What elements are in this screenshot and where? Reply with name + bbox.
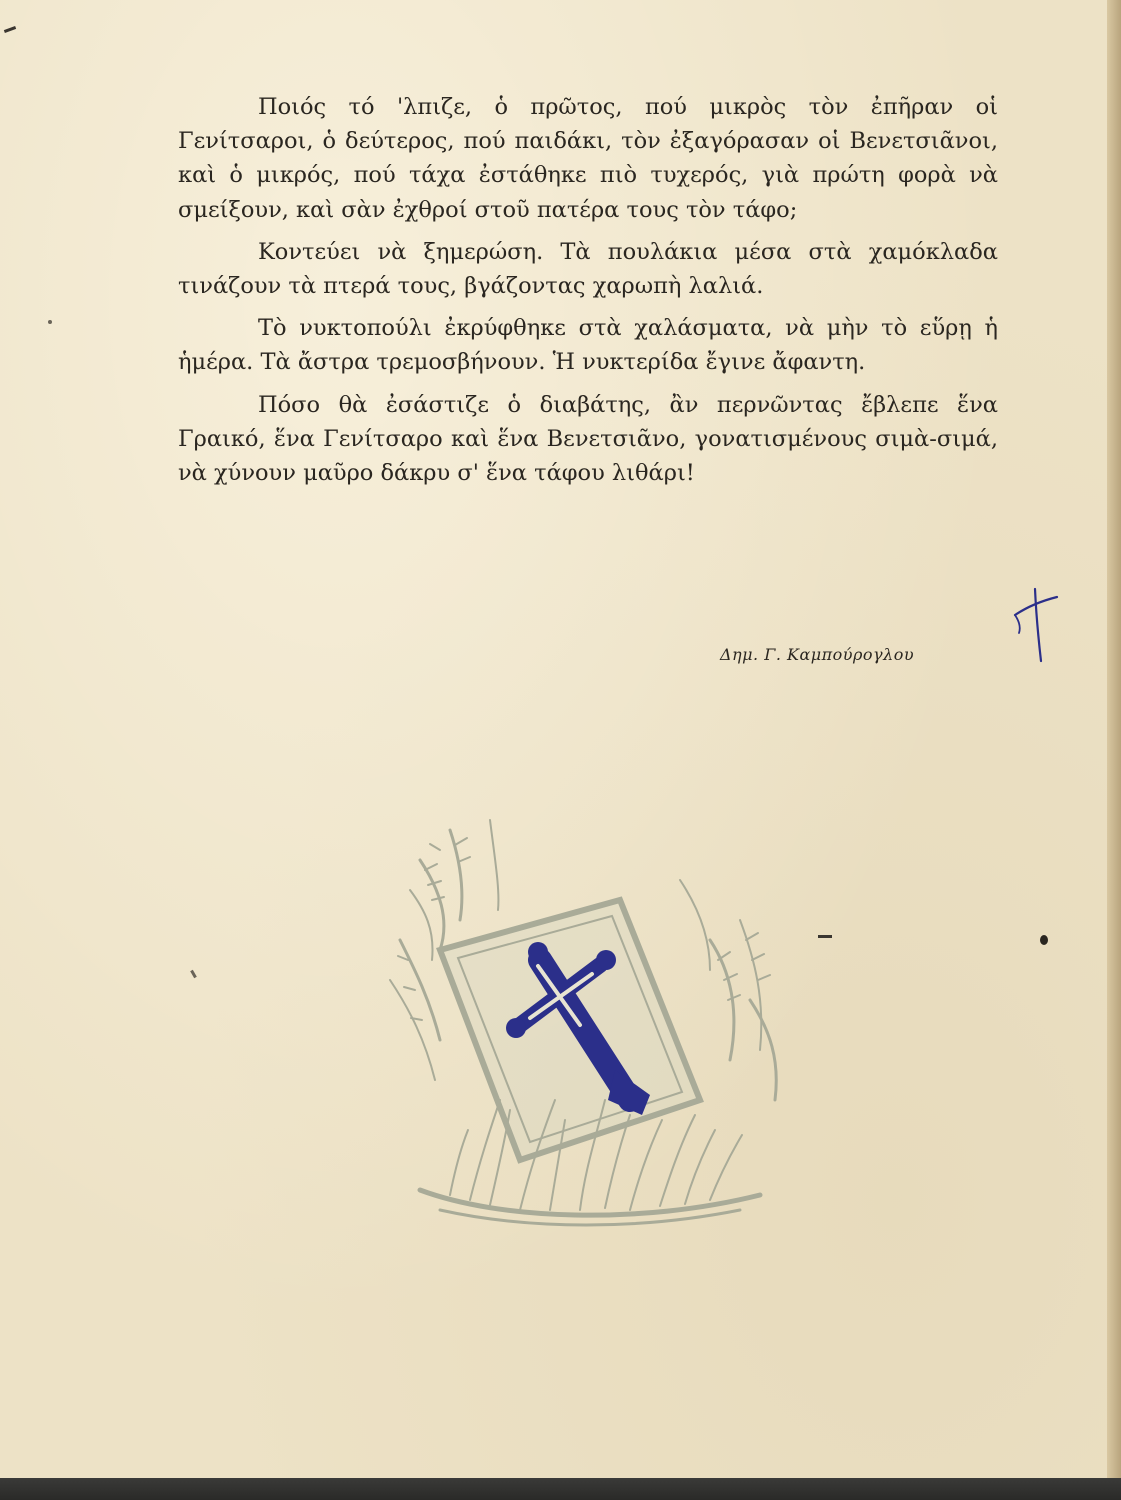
paragraph-4: Πόσο θὰ ἐσάστιζε ὁ διαβάτης, ἂν περνῶντας ἔβλεπε ἕνα Γραικό, ἕνα Γενίτσαρο καὶ ἕνα Βενετσιᾶνο, γονατισμένους σιμὰ-σιμά, νὰ χύνουν μαῦρο δάκρυ σ' ἕνα τάφου λιθάρι!	[178, 391, 998, 487]
paragraph-1: Ποιός τό 'λπιζε, ὁ πρῶτος, πού μικρὸς τὸν ἐπῆραν οἱ Γενίτσαροι, ὁ δεύτερος, πού παιδάκι, τὸν ἐξαγόρασαν οἱ Βενετσιᾶνοι, καὶ ὁ μικρός, πού τάχα ἐστάθηκε πιὸ τυχερός, γιὰ πρώτη φορὰ νὰ σμείξουν, καὶ σὰν ἐχθροί στοῦ πατέρα τους τὸν τάφο;	[178, 94, 998, 223]
paragraph-3: Τὸ νυκτοπούλι ἐκρύφθηκε στὰ χαλάσματα, νὰ μὴν τὸ εὕρῃ ἡ ἡμέρα. Τὰ ἄστρα τρεμοσβήνουν. Ἡ νυκτερίδα ἔγινε ἄφαντη.	[178, 315, 998, 376]
paper-speck	[190, 970, 197, 978]
page-edge-shadow	[1107, 0, 1121, 1500]
tombstone-illustration	[380, 800, 800, 1230]
handwritten-cross-mark-icon	[1005, 585, 1065, 665]
body-text	[178, 90, 998, 498]
paper-speck	[818, 935, 832, 938]
paper-speck	[1040, 935, 1048, 945]
author-signature: Δημ. Γ. Καμπούρογλου	[720, 645, 915, 664]
scan-bottom-border	[0, 1478, 1121, 1500]
paper-speck	[4, 26, 16, 33]
paper-speck	[48, 320, 52, 324]
paragraph-2: Κοντεύει νὰ ξημερώση. Τὰ πουλάκια μέσα στὰ χαμόκλαδα τινάζουν τὰ πτερά τους, βγάζοντας χαρωπὴ λαλιά.	[178, 238, 998, 300]
